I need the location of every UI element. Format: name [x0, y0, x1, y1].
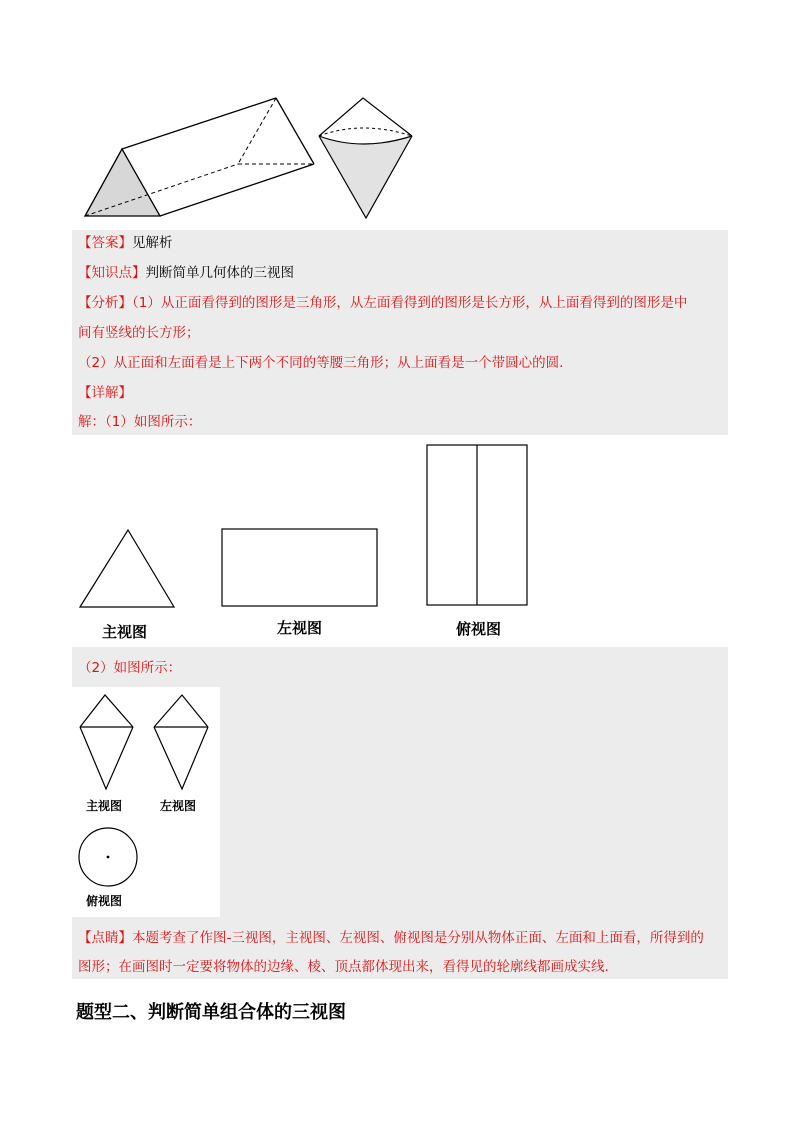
left-view-shape [154, 695, 208, 789]
front-view-shape [80, 695, 133, 789]
answer-tag: 【答案】 [78, 235, 132, 251]
views-figure-2 [72, 687, 220, 917]
analysis-line-1 [78, 294, 728, 312]
analysis-line-2: 间有竖线的长方形； [78, 325, 200, 341]
figure2-margin [220, 687, 728, 917]
comment-line-2: 图形；在画图时一定要将物体的边缘、棱、顶点都体现出来，看得见的轮廓线都画成实线. [78, 959, 609, 975]
triangular-prism [85, 98, 314, 216]
double-cone [319, 98, 412, 218]
answer-line [78, 234, 728, 252]
comment-line-1 [78, 929, 728, 947]
knowledge-tag: 【知识点】 [78, 265, 146, 281]
analysis-text-1: （1）从正面看得到的图形是三角形，从左面看得到的图形是长方形，从上面看得到的图形是中 [132, 295, 688, 311]
left-view-label-2: 左视图 [160, 799, 197, 813]
front-view-triangle [80, 530, 174, 607]
comment-tag: 【点睛】 [78, 930, 132, 946]
left-view-rectangle [222, 529, 377, 606]
analysis-tag: 【分析】 [78, 295, 132, 311]
comment-text-1: 本题考查了作图-三视图，主视图、左视图、俯视图是分别从物体正面、左面和上面看，所得到的 [132, 930, 704, 946]
solution-part2: （2）如图所示： [78, 660, 182, 676]
knowledge-line [78, 264, 728, 282]
section-title: 题型二、判断简单组合体的三视图 [76, 1002, 346, 1023]
solids-figure [80, 92, 420, 222]
knowledge-text: 判断简单几何体的三视图 [145, 265, 294, 281]
front-view-label: 主视图 [102, 623, 148, 641]
top-view-label: 俯视图 [456, 620, 502, 638]
top-view-center-dot [107, 856, 110, 859]
front-view-label-2: 主视图 [86, 799, 123, 813]
left-view-label: 左视图 [277, 619, 323, 637]
answer-text: 见解析 [132, 235, 173, 251]
solution-part1: 解：（1）如图所示： [78, 414, 202, 430]
views-figure-1 [72, 437, 534, 647]
top-view-label-2: 俯视图 [86, 894, 123, 908]
analysis-line-3: （2）从正面和左面看是上下两个不同的等腰三角形；从上面看是一个带圆心的圆. [78, 355, 564, 371]
detail-tag: 【详解】 [78, 385, 132, 401]
